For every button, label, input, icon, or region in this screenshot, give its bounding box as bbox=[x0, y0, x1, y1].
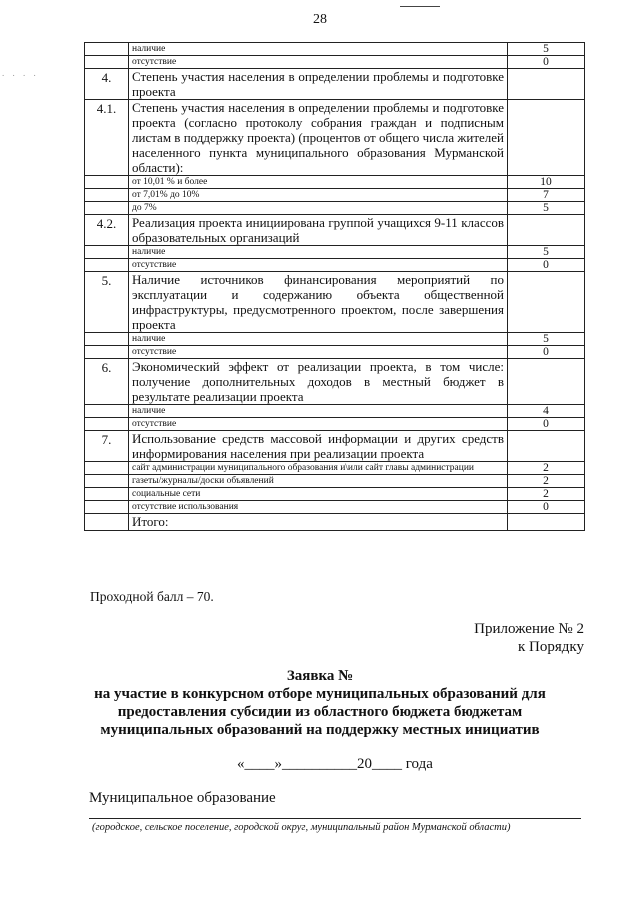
table-row bbox=[85, 100, 585, 176]
row-number: 5. bbox=[85, 272, 129, 333]
application-title bbox=[0, 667, 640, 739]
criterion-text: отсутствие bbox=[129, 346, 508, 359]
score-value: 4 bbox=[508, 405, 585, 418]
criterion-text: отсутствие bbox=[129, 259, 508, 272]
row-number bbox=[85, 514, 129, 531]
row-number bbox=[85, 488, 129, 501]
score-value: 2 bbox=[508, 488, 585, 501]
table-row bbox=[85, 43, 585, 56]
application-title-line-4: муниципальных образований на поддержку местных инициатив bbox=[100, 722, 540, 738]
table-row bbox=[85, 202, 585, 215]
date-field[interactable]: «____»__________20____ года bbox=[237, 756, 433, 772]
criterion-text: Реализация проекта инициирована группой учащихся 9-11 классов образовательных организаций bbox=[129, 215, 508, 246]
passing-score: Проходной балл – 70. bbox=[90, 589, 214, 604]
score-value: 0 bbox=[508, 418, 585, 431]
score-value: 2 bbox=[508, 475, 585, 488]
row-number bbox=[85, 56, 129, 69]
table-row bbox=[85, 501, 585, 514]
score-value: 5 bbox=[508, 246, 585, 259]
criterion-text: Степень участия населения в определении проблемы и подготовке проекта (согласно протоколу собрания граждан и подписным листам в поддержку проекта) (процентов от общего числа жителей населенного пункта муниципального образования Мурманской области): bbox=[129, 100, 508, 176]
appendix-line-1: Приложение № 2 bbox=[474, 621, 584, 637]
row-number: 7. bbox=[85, 431, 129, 462]
criterion-text: наличие bbox=[129, 333, 508, 346]
criterion-text: Итого: bbox=[129, 514, 508, 531]
score-value: 0 bbox=[508, 346, 585, 359]
criterion-text: социальные сети bbox=[129, 488, 508, 501]
table-row bbox=[85, 246, 585, 259]
row-number bbox=[85, 176, 129, 189]
row-number: 4.1. bbox=[85, 100, 129, 176]
score-value: 5 bbox=[508, 333, 585, 346]
criterion-text: наличие bbox=[129, 43, 508, 56]
criterion-text: отсутствие bbox=[129, 56, 508, 69]
row-number: 4.2. bbox=[85, 215, 129, 246]
table-row bbox=[85, 346, 585, 359]
criterion-text: отсутствие использования bbox=[129, 501, 508, 514]
criterion-text: Степень участия населения в определении проблемы и подготовке проекта bbox=[129, 69, 508, 100]
criterion-text: отсутствие bbox=[129, 418, 508, 431]
criterion-text: сайт администрации муниципального образования и\или сайт главы администрации bbox=[129, 462, 508, 475]
score-value: 5 bbox=[508, 202, 585, 215]
criteria-table-body bbox=[85, 43, 585, 531]
criterion-text: наличие bbox=[129, 405, 508, 418]
row-number bbox=[85, 462, 129, 475]
criteria-table bbox=[84, 42, 585, 531]
row-number: 6. bbox=[85, 359, 129, 405]
municipality-hint: (городское, сельское поселение, городской округ, муниципальный район Мурманской области) bbox=[92, 822, 511, 833]
table-row bbox=[85, 215, 585, 246]
score-value bbox=[508, 514, 585, 531]
table-row bbox=[85, 176, 585, 189]
table-row bbox=[85, 418, 585, 431]
appendix-line-2: к Порядку bbox=[518, 639, 584, 655]
score-value bbox=[508, 431, 585, 462]
score-value: 2 bbox=[508, 462, 585, 475]
criterion-text: до 7% bbox=[129, 202, 508, 215]
criterion-text: от 7,01% до 10% bbox=[129, 189, 508, 202]
scan-artifact: . . . . bbox=[2, 68, 39, 78]
row-number bbox=[85, 43, 129, 56]
row-number: 4. bbox=[85, 69, 129, 100]
row-number bbox=[85, 189, 129, 202]
row-number bbox=[85, 405, 129, 418]
table-row bbox=[85, 272, 585, 333]
score-value: 0 bbox=[508, 56, 585, 69]
table-row bbox=[85, 189, 585, 202]
table-row bbox=[85, 488, 585, 501]
table-row bbox=[85, 56, 585, 69]
table-row bbox=[85, 405, 585, 418]
appendix-reference bbox=[474, 620, 584, 656]
application-title-line-1: Заявка № bbox=[286, 668, 354, 684]
criterion-text: от 10,01 % и более bbox=[129, 176, 508, 189]
row-number bbox=[85, 418, 129, 431]
row-number bbox=[85, 246, 129, 259]
row-number bbox=[85, 259, 129, 272]
page-number: 28 bbox=[313, 12, 327, 27]
score-value: 0 bbox=[508, 501, 585, 514]
criterion-text: Наличие источников финансирования мероприятий по эксплуатации и содержанию объекта общественной инфраструктуры, предусмотренного проектом, после завершения проекта bbox=[129, 272, 508, 333]
municipality-label: Муниципальное образование bbox=[89, 790, 276, 806]
score-value: 7 bbox=[508, 189, 585, 202]
table-row bbox=[85, 333, 585, 346]
application-title-line-3: предоставления субсидии из областного бюджета бюджетам bbox=[117, 704, 523, 720]
table-row bbox=[85, 475, 585, 488]
criterion-text: газеты/журналы/доски объявлений bbox=[129, 475, 508, 488]
row-number bbox=[85, 501, 129, 514]
table-row bbox=[85, 514, 585, 531]
table-row bbox=[85, 462, 585, 475]
score-value: 0 bbox=[508, 259, 585, 272]
score-value bbox=[508, 100, 585, 176]
top-rule bbox=[400, 6, 440, 7]
row-number bbox=[85, 202, 129, 215]
municipality-input-line[interactable] bbox=[89, 818, 581, 819]
table-row bbox=[85, 359, 585, 405]
criterion-text: наличие bbox=[129, 246, 508, 259]
score-value bbox=[508, 359, 585, 405]
table-row bbox=[85, 69, 585, 100]
score-value bbox=[508, 272, 585, 333]
score-value bbox=[508, 69, 585, 100]
score-value: 10 bbox=[508, 176, 585, 189]
table-row bbox=[85, 431, 585, 462]
row-number bbox=[85, 346, 129, 359]
criterion-text: Использование средств массовой информации и других средств информирования населения при реализации проекта bbox=[129, 431, 508, 462]
score-value: 5 bbox=[508, 43, 585, 56]
row-number bbox=[85, 475, 129, 488]
row-number bbox=[85, 333, 129, 346]
score-value bbox=[508, 215, 585, 246]
application-title-line-2: на участие в конкурсном отборе муниципальных образований для bbox=[94, 686, 546, 702]
criterion-text: Экономический эффект от реализации проекта, в том числе: получение дополнительных доходов в местный бюджет в результате реализации проекта bbox=[129, 359, 508, 405]
table-row bbox=[85, 259, 585, 272]
